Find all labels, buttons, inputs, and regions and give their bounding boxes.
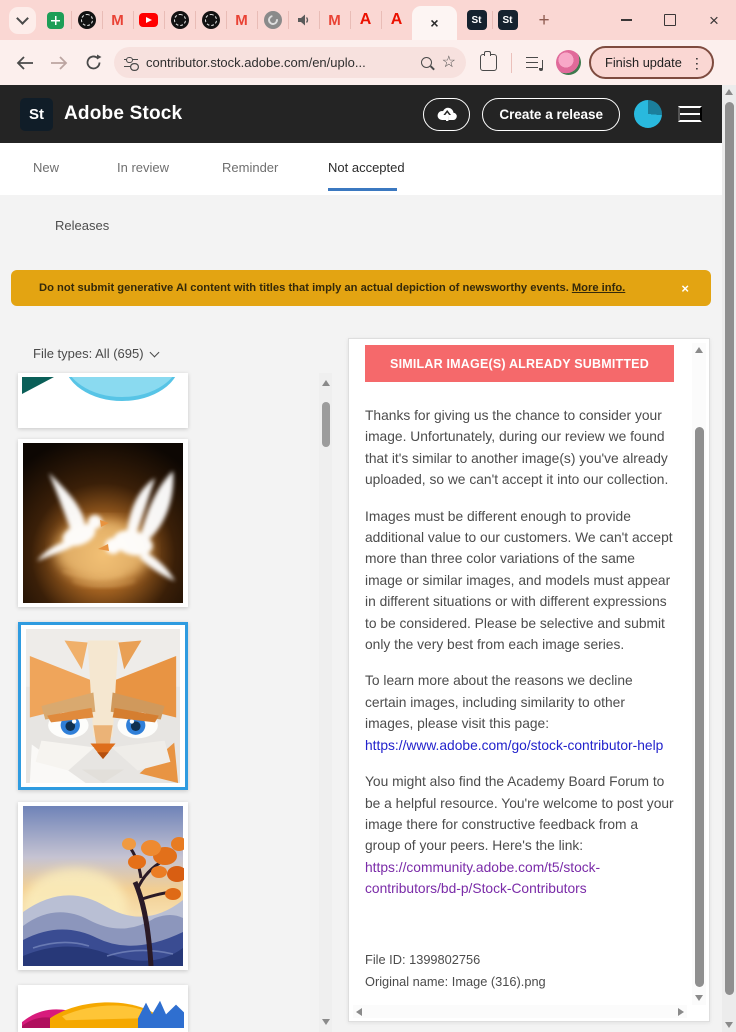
scrollbar-thumb[interactable]: [695, 427, 704, 987]
scroll-up-icon[interactable]: [725, 89, 733, 95]
back-button[interactable]: [8, 46, 42, 80]
scroll-right-icon[interactable]: [678, 1008, 684, 1016]
rejection-status-badge: SIMILAR IMAGE(S) ALREADY SUBMITTED: [365, 345, 674, 382]
browser-toolbar: [0, 40, 736, 85]
pinned-tab-gmail-2[interactable]: [226, 3, 257, 37]
scrollbar-thumb[interactable]: [322, 402, 330, 447]
thumbnail-list-scrollbar[interactable]: [319, 373, 332, 1032]
bookmark-star-icon[interactable]: ☆: [441, 53, 456, 71]
dark-app-icon: [202, 11, 220, 29]
adobe-stock-icon: St: [498, 10, 518, 30]
status-tabs: [0, 143, 722, 195]
cloud-upload-icon: [436, 106, 458, 122]
tab-reminder[interactable]: Reminder: [222, 160, 279, 175]
pinned-tab-audio[interactable]: [288, 3, 319, 37]
close-tab-icon[interactable]: ×: [430, 15, 439, 31]
rejection-paragraph-3: [365, 670, 674, 756]
finish-update-label: Finish update: [605, 55, 682, 70]
banner-close-icon[interactable]: ×: [675, 281, 695, 296]
pinned-tab-adobe-2[interactable]: [381, 3, 412, 37]
scroll-down-icon[interactable]: [695, 995, 703, 1001]
pinned-tab-adobe-stock-2[interactable]: [492, 3, 523, 37]
rejection-paragraph-3-text: To learn more about the reasons we decline certain images, including similarity to other images, please visit this page:: [365, 673, 633, 732]
gmail-icon: M: [328, 11, 341, 29]
pinned-tab-gray-app[interactable]: [257, 3, 288, 37]
reload-button[interactable]: [76, 46, 110, 80]
thumbnail-autumn-landscape[interactable]: [18, 802, 188, 970]
minimize-button[interactable]: [604, 0, 648, 40]
pinned-tab-adobe-1[interactable]: [350, 3, 381, 37]
chevron-down-icon: [149, 347, 159, 357]
papercraft-cat-image: [25, 629, 181, 783]
active-browser-tab[interactable]: [412, 6, 457, 40]
adobe-stock-icon: St: [467, 10, 487, 30]
site-settings-icon[interactable]: [124, 57, 138, 69]
toolbar-divider: [511, 53, 512, 73]
new-tab-button[interactable]: +: [531, 7, 557, 33]
scrollbar-thumb[interactable]: [725, 102, 734, 995]
close-window-button[interactable]: [692, 0, 736, 40]
minimize-icon: [621, 19, 632, 21]
rejection-paragraph-4-text: You might also find the Academy Board Forum to be a helpful resource. You're welcome to post your image there for constructive feedback from a group of your peers. Here's the link:: [365, 774, 674, 854]
dark-app-icon: [78, 11, 96, 29]
releases-link[interactable]: Releases: [55, 218, 110, 233]
autumn-landscape-image: [22, 806, 184, 966]
rejection-paragraph-2: Images must be different enough to provide additional value to our customers. We can't accept more than three color variations of the same image or similar images, and models must appear in different situations or with different expressions to be considered. Please be selective and submit only the very best from each image series.: [365, 508, 673, 653]
thumbnail-glowing-doves[interactable]: [18, 439, 188, 607]
pinned-tab-sheets[interactable]: [40, 3, 71, 37]
forward-arrow-icon: [50, 56, 68, 70]
gmail-icon: M: [111, 11, 124, 29]
upload-button[interactable]: [423, 98, 470, 131]
gmail-icon: M: [235, 11, 248, 29]
close-window-icon: ×: [709, 10, 719, 30]
rejection-message: [365, 405, 674, 915]
back-arrow-icon: [16, 56, 34, 70]
url-text[interactable]: contributor.stock.adobe.com/en/uplo...: [146, 55, 366, 70]
scroll-up-icon[interactable]: [322, 380, 330, 386]
pinned-tab-dark-app-2[interactable]: [164, 3, 195, 37]
pinned-tab-youtube[interactable]: [133, 3, 164, 37]
app-title: Adobe Stock: [64, 103, 183, 124]
rejection-paragraph-1: Thanks for giving us the chance to consider your image. Unfortunately, during our review we found that it's similar to another image(s) you've already uploaded, so we can't accept it into our collection.: [365, 408, 669, 488]
community-forum-link[interactable]: https://community.adobe.com/t5/stock-contributors/bd-p/Stock-Contributors: [365, 859, 601, 897]
more-vertical-icon[interactable]: ⋮: [689, 54, 704, 71]
chevron-down-icon: [16, 12, 29, 25]
speaker-icon: [296, 12, 312, 28]
extensions-icon[interactable]: [480, 54, 497, 71]
adobe-icon: A: [390, 11, 403, 28]
original-name: Original name: Image (316).png: [365, 974, 546, 989]
file-types-label: File types: All (695): [33, 346, 144, 361]
hamburger-menu-icon[interactable]: [678, 106, 702, 122]
tab-not-accepted[interactable]: Not accepted: [328, 160, 405, 175]
panel-vertical-scrollbar[interactable]: [692, 343, 706, 1005]
pinned-tab-dark-app-3[interactable]: [195, 3, 226, 37]
thumbnail-papercraft-cat-selected[interactable]: [18, 622, 188, 790]
create-release-button[interactable]: Create a release: [482, 98, 620, 131]
adobe-stock-header: [0, 85, 722, 143]
maximize-button[interactable]: [648, 0, 692, 40]
banner-text: Do not submit generative AI content with titles that imply an actual depiction of newsworthy events.: [39, 282, 569, 294]
thumbnail-paint-strokes-partial[interactable]: [18, 985, 188, 1032]
scroll-left-icon[interactable]: [356, 1008, 362, 1016]
pinned-tab-gmail-3[interactable]: [319, 3, 350, 37]
zoom-search-icon[interactable]: [421, 57, 432, 68]
glowing-doves-image: [22, 443, 184, 603]
file-metadata: [365, 949, 674, 993]
address-bar[interactable]: [114, 47, 466, 78]
adobe-stock-logo[interactable]: St: [20, 98, 53, 131]
scroll-down-icon[interactable]: [725, 1022, 733, 1028]
tab-new[interactable]: New: [33, 160, 60, 175]
pinned-tabs-right: [461, 3, 523, 37]
file-id: File ID: 1399802756: [365, 952, 481, 967]
forward-button[interactable]: [42, 46, 76, 80]
account-avatar[interactable]: [634, 100, 662, 128]
youtube-icon: [139, 13, 158, 27]
adobe-icon: A: [359, 11, 372, 28]
sheets-icon: [47, 12, 64, 29]
ai-content-warning-banner: [11, 270, 711, 306]
contributor-help-link[interactable]: https://www.adobe.com/go/stock-contributor-help: [365, 737, 664, 753]
header-actions: [423, 98, 722, 131]
reload-icon: [85, 54, 102, 71]
tab-search-button[interactable]: [9, 7, 36, 34]
finish-update-button[interactable]: [589, 46, 714, 79]
pinned-tab-dark-app-1[interactable]: [71, 3, 102, 37]
rejection-paragraph-4: [365, 771, 674, 899]
scroll-up-icon[interactable]: [695, 347, 703, 353]
scroll-down-icon[interactable]: [322, 1019, 330, 1025]
pinned-tab-gmail-1[interactable]: [102, 3, 133, 37]
thumbnail-abstract-teal-partial[interactable]: [18, 373, 188, 428]
maximize-icon: [664, 14, 676, 26]
dark-app-icon: [171, 11, 189, 29]
gray-app-icon: [264, 11, 282, 29]
browser-tab-strip: [0, 0, 736, 40]
page-content: [0, 195, 722, 1032]
window-controls: [604, 0, 736, 40]
pinned-tabs: [40, 3, 412, 37]
profile-avatar[interactable]: [556, 50, 581, 75]
paint-strokes-image: [22, 989, 184, 1028]
tab-in-review[interactable]: In review: [117, 160, 170, 175]
panel-horizontal-scrollbar[interactable]: [353, 1005, 687, 1018]
rejection-details-panel: [348, 338, 710, 1022]
more-info-link[interactable]: More info.: [571, 282, 626, 294]
active-tab-underline: [328, 188, 397, 191]
page-scrollbar[interactable]: [722, 85, 736, 1032]
abstract-teal-image: [22, 377, 184, 424]
file-types-dropdown[interactable]: [33, 346, 158, 361]
pinned-tab-adobe-stock-1[interactable]: [461, 3, 492, 37]
media-list-icon[interactable]: [526, 56, 542, 70]
